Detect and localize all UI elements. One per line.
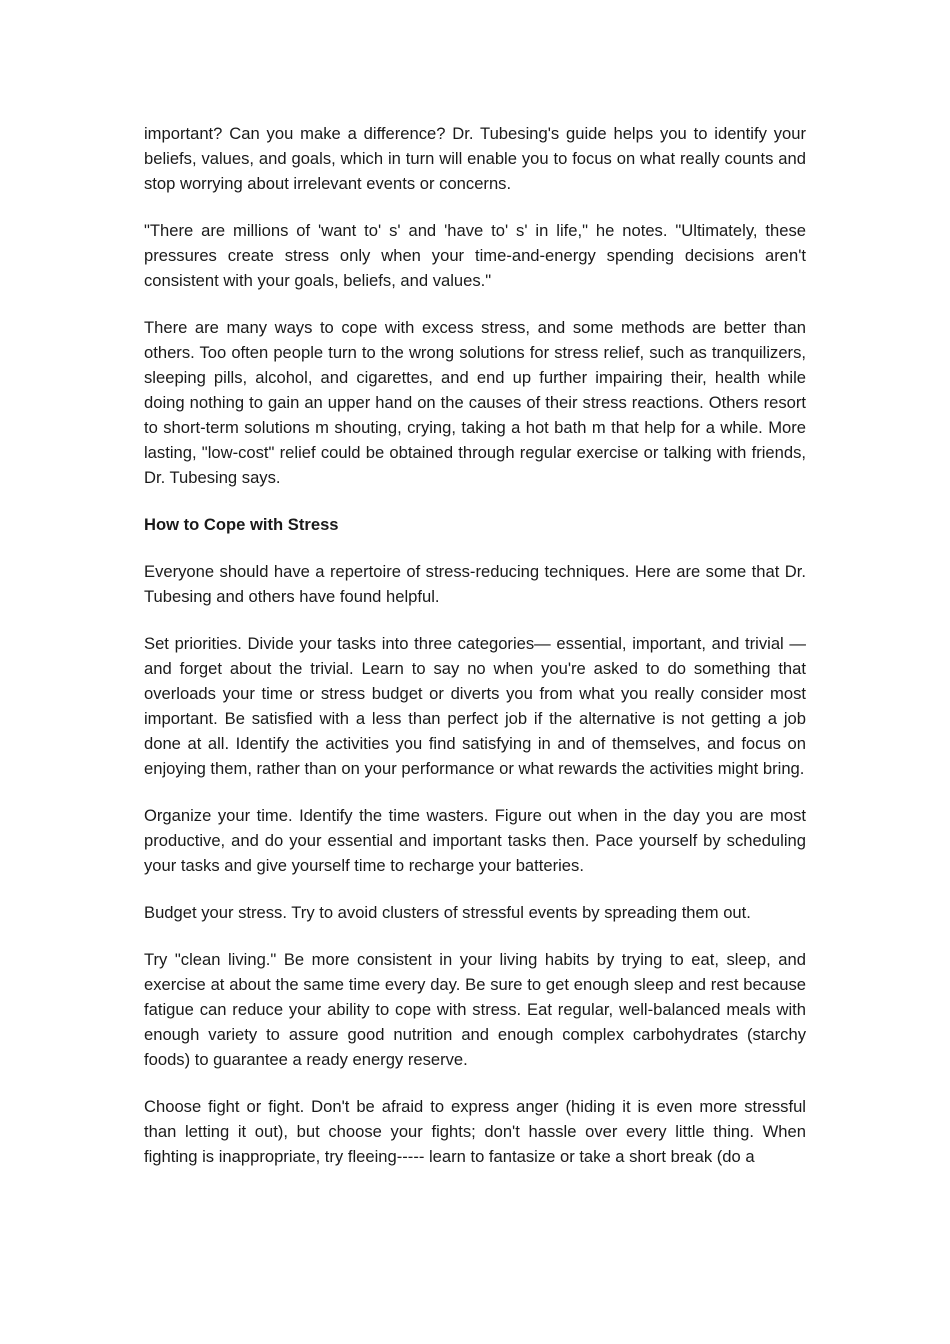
paragraph-organize-time: Organize your time. Identify the time wasters. Figure out when in the day you are most productive, and do your essential and important tasks then. Pace yourself by scheduling your tasks and give yourself time to recharge your batteries. — [144, 806, 806, 875]
paragraph-set-priorities: Set priorities. Divide your tasks into three categories— essential, important, and trivial — and forget about the trivial. Learn to say no when you're asked to do something that overloads your time or stress budget or diverts you from what you really consider most important. Be satisfied with a less than perfect job if the alternative is not getting a job done at all. Identify the activities you find satisfying in and of themselves, and focus on enjoying them, rather than on your performance or what rewards the activities might bring. — [144, 634, 806, 778]
paragraph-repertoire: Everyone should have a repertoire of stress-reducing techniques. Here are some that Dr. Tubesing and others have found helpful. — [144, 562, 806, 606]
paragraph-budget-stress: Budget your stress. Try to avoid clusters of stressful events by spreading them out. — [144, 903, 751, 922]
paragraph-ways-to-cope: There are many ways to cope with excess stress, and some methods are better than others. Too often people turn to the wrong solutions for stress relief, such as tranquilizers, sleeping pills, alcohol, and cigarettes, and end up further impairing their, health while doing nothing to gain an upper hand on the causes of their stress reactions. Others resort to short-term solutions m shouting, crying, taking a hot bath m that help for a while. More lasting, "low-cost" relief could be obtained through regular exercise or talking with friends, Dr. Tubesing says. — [144, 318, 806, 487]
paragraph-clean-living: Try "clean living." Be more consistent in your living habits by trying to eat, sleep, and exercise at about the same time every day. Be sure to get enough sleep and rest because fatigue can reduce your ability to cope with stress. Eat regular, well-balanced meals with enough variety to assure good nutrition and enough complex carbohydrates (starchy foods) to guarantee a ready energy reserve. — [144, 950, 806, 1069]
section-heading-how-to-cope: How to Cope with Stress — [144, 515, 339, 534]
paragraph-want-to-have-to-quote: "There are millions of 'want to' s' and 'have to' s' in life," he notes. "Ultimately, these pressures create stress only when your time-and-energy spending decisions aren't consistent with your goals, beliefs, and values." — [144, 221, 806, 290]
paragraph-fight-or-flight: Choose fight or fight. Don't be afraid to express anger (hiding it is even more stressful than letting it out), but choose your fights; don't hassle over every little thing. When fighting is inappropriate, try fleeing----- learn to fantasize or take a short break (do a — [144, 1097, 806, 1166]
paragraph-beliefs-values-goals: important? Can you make a difference? Dr. Tubesing's guide helps you to identify your beliefs, values, and goals, which in turn will enable you to focus on what really counts and stop worrying about irrelevant events or concerns. — [144, 124, 806, 193]
document-page — [144, 121, 806, 1191]
